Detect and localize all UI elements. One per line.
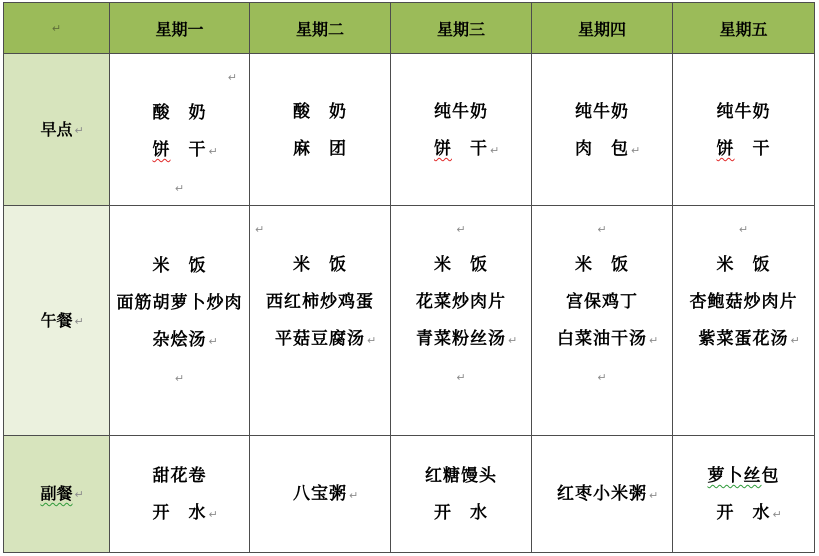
header-cell-thu[interactable] <box>532 3 673 54</box>
menu-line <box>673 131 814 168</box>
menu-cell-breakfast-thu[interactable] <box>532 54 673 206</box>
paragraph-mark: ↵ <box>597 223 607 236</box>
paragraph-mark: ↵ <box>631 143 641 157</box>
meal-label: 早点 <box>40 119 73 139</box>
menu-line <box>673 321 814 358</box>
menu-item-text: 萝卜丝包 <box>707 466 780 486</box>
paragraph-mark: ↵ <box>508 333 518 347</box>
menu-item-text: 白菜油干汤 <box>557 329 647 349</box>
menu-item-text: 甜花卷 <box>152 466 207 486</box>
menu-line <box>673 284 814 321</box>
menu-item-text: 开 水 <box>152 503 207 523</box>
menu-item-text: 平菇豆腐汤 <box>275 329 365 349</box>
menu-item-text: 肉 包 <box>575 139 629 159</box>
menu-item-text: 饼 干 <box>434 139 488 159</box>
menu-cell-breakfast-tue[interactable] <box>250 54 391 206</box>
menu-cell-lunch-wed[interactable] <box>391 206 532 436</box>
meal-label-wrap <box>40 119 84 141</box>
menu-item-text: 红枣小米粥 <box>557 484 647 504</box>
paragraph-mark: ↵ <box>456 223 466 236</box>
menu-cell-snack-mon[interactable] <box>110 436 250 553</box>
paragraph-mark: ↵ <box>255 223 265 236</box>
paragraph-mark: ↵ <box>738 223 749 236</box>
paragraph-mark: ↵ <box>790 333 800 347</box>
paragraph-mark: ↵ <box>349 488 359 502</box>
menu-line <box>110 458 249 495</box>
menu-line <box>532 131 672 168</box>
paragraph-mark: ↵ <box>456 371 466 384</box>
meal-label: 午餐 <box>40 310 73 330</box>
spelling-error-underline: 饼 <box>716 139 735 159</box>
paragraph-mark: ↵ <box>174 372 185 385</box>
day-heading: 星期二 <box>295 19 344 39</box>
header-cell-tue[interactable] <box>250 3 391 54</box>
paragraph-mark: ↵ <box>597 371 607 384</box>
day-heading: 星期一 <box>155 19 204 39</box>
menu-item-text: 米 饭 <box>293 255 347 275</box>
meal-label <box>40 484 72 503</box>
menu-item-text: 米 饭 <box>152 256 207 276</box>
menu-item-text: 西红柿炒鸡蛋 <box>266 292 374 312</box>
menu-cell-lunch-thu[interactable] <box>532 206 673 436</box>
menu-line <box>391 131 531 168</box>
empty-paragraph <box>110 58 249 95</box>
menu-item-text: 米 饭 <box>716 255 771 275</box>
row-label-lunch[interactable] <box>4 206 110 436</box>
menu-line <box>110 495 249 532</box>
menu-line <box>110 322 249 359</box>
menu-cell-snack-tue[interactable] <box>250 436 391 553</box>
menu-line <box>250 131 390 168</box>
weekly-menu-table <box>3 2 815 553</box>
meal-label-wrap <box>40 310 84 332</box>
menu-item-text: 酸 奶 <box>293 102 347 122</box>
menu-line <box>391 458 531 495</box>
spelling-error-underline: 饼 <box>434 139 452 159</box>
menu-cell-snack-wed[interactable] <box>391 436 532 553</box>
day-heading: 星期四 <box>577 19 626 39</box>
paragraph-mark: ↵ <box>227 71 237 84</box>
menu-item-text: 麻 团 <box>293 139 347 159</box>
empty-paragraph <box>250 210 390 247</box>
menu-line <box>391 495 531 532</box>
empty-paragraph <box>532 210 672 247</box>
paragraph-mark: ↵ <box>490 143 500 157</box>
menu-item-text: 纯牛奶 <box>716 102 771 122</box>
menu-item-text: 开 水 <box>434 503 488 523</box>
menu-item-text: 紫菜蛋花汤 <box>698 329 789 349</box>
row-label-snack[interactable] <box>4 436 110 553</box>
paragraph-mark: ↵ <box>74 314 84 328</box>
menu-line <box>391 284 531 321</box>
menu-cell-breakfast-mon[interactable] <box>110 54 250 206</box>
menu-item-text: 八宝粥 <box>293 484 347 504</box>
menu-item-text: 开 水 <box>716 503 771 523</box>
menu-line <box>391 247 531 284</box>
menu-line <box>110 248 249 285</box>
menu-line <box>110 95 249 132</box>
meal-label-wrap <box>40 483 84 505</box>
menu-line <box>673 247 814 284</box>
menu-cell-breakfast-wed[interactable] <box>391 54 532 206</box>
menu-line <box>250 321 390 358</box>
paragraph-mark: ↵ <box>208 144 218 158</box>
paragraph-mark: ↵ <box>208 507 218 521</box>
menu-item-text: 宫保鸡丁 <box>566 292 638 312</box>
grammar-error-underline: 萝卜丝 <box>707 466 762 486</box>
empty-paragraph <box>673 210 814 247</box>
menu-cell-lunch-fri[interactable] <box>673 206 815 436</box>
menu-line <box>250 94 390 131</box>
day-heading: 星期五 <box>719 19 768 39</box>
menu-item-text: 红糖馒头 <box>425 466 497 486</box>
menu-item-text: 米 饭 <box>434 255 488 275</box>
paragraph-mark: ↵ <box>174 182 185 195</box>
menu-cell-lunch-mon[interactable] <box>110 206 250 436</box>
paragraph-mark: ↵ <box>208 334 218 348</box>
menu-item-text: 饼 干 <box>716 139 771 159</box>
menu-line <box>250 247 390 284</box>
empty-paragraph <box>110 359 249 396</box>
menu-line <box>110 132 249 169</box>
paragraph-mark: ↵ <box>649 333 659 347</box>
header-cell-wed[interactable] <box>391 3 532 54</box>
empty-paragraph <box>110 169 249 206</box>
header-cell-mon[interactable] <box>110 3 250 54</box>
menu-cell-lunch-tue[interactable] <box>250 206 391 436</box>
menu-cell-snack-fri[interactable] <box>673 436 815 553</box>
menu-item-text: 饼 干 <box>152 140 207 160</box>
menu-item-text: 米 饭 <box>575 255 629 275</box>
menu-line <box>110 285 249 322</box>
menu-line <box>673 458 814 495</box>
menu-line <box>532 476 672 513</box>
menu-line <box>532 94 672 131</box>
row-label-breakfast[interactable] <box>4 54 110 206</box>
menu-cell-snack-thu[interactable] <box>532 436 673 553</box>
empty-paragraph <box>391 210 531 247</box>
menu-item-text: 纯牛奶 <box>575 102 629 122</box>
header-corner-cell[interactable] <box>4 3 110 54</box>
menu-line <box>250 284 390 321</box>
empty-paragraph <box>532 358 672 395</box>
menu-item-text: 杏鲍菇炒肉片 <box>689 292 798 312</box>
menu-item-text: 花菜炒肉片 <box>416 292 506 312</box>
menu-line <box>673 495 814 532</box>
paragraph-mark: ↵ <box>74 488 84 502</box>
paragraph-mark: ↵ <box>367 333 377 347</box>
menu-item-text: 面筋胡萝卜炒肉 <box>116 293 243 313</box>
paragraph-mark: ↵ <box>74 123 84 137</box>
menu-item-text: 纯牛奶 <box>434 102 488 122</box>
menu-line <box>250 476 390 513</box>
menu-line <box>532 321 672 358</box>
day-heading: 星期三 <box>436 19 485 39</box>
menu-line <box>391 321 531 358</box>
spelling-error-underline: 饼 <box>152 140 171 160</box>
menu-line <box>391 94 531 131</box>
grammar-error-underline: 副餐 <box>40 484 73 503</box>
menu-item-text: 酸 奶 <box>152 103 207 123</box>
paragraph-mark: ↵ <box>772 507 782 521</box>
menu-item-text: 青菜粉丝汤 <box>416 329 506 349</box>
paragraph-mark: ↵ <box>51 21 62 35</box>
menu-line <box>532 247 672 284</box>
menu-line <box>532 284 672 321</box>
menu-cell-breakfast-fri[interactable] <box>673 54 815 206</box>
paragraph-mark: ↵ <box>649 488 659 502</box>
menu-line <box>673 94 814 131</box>
menu-item-text: 杂烩汤 <box>152 330 207 350</box>
header-cell-fri[interactable] <box>673 3 815 54</box>
empty-paragraph <box>391 358 531 395</box>
